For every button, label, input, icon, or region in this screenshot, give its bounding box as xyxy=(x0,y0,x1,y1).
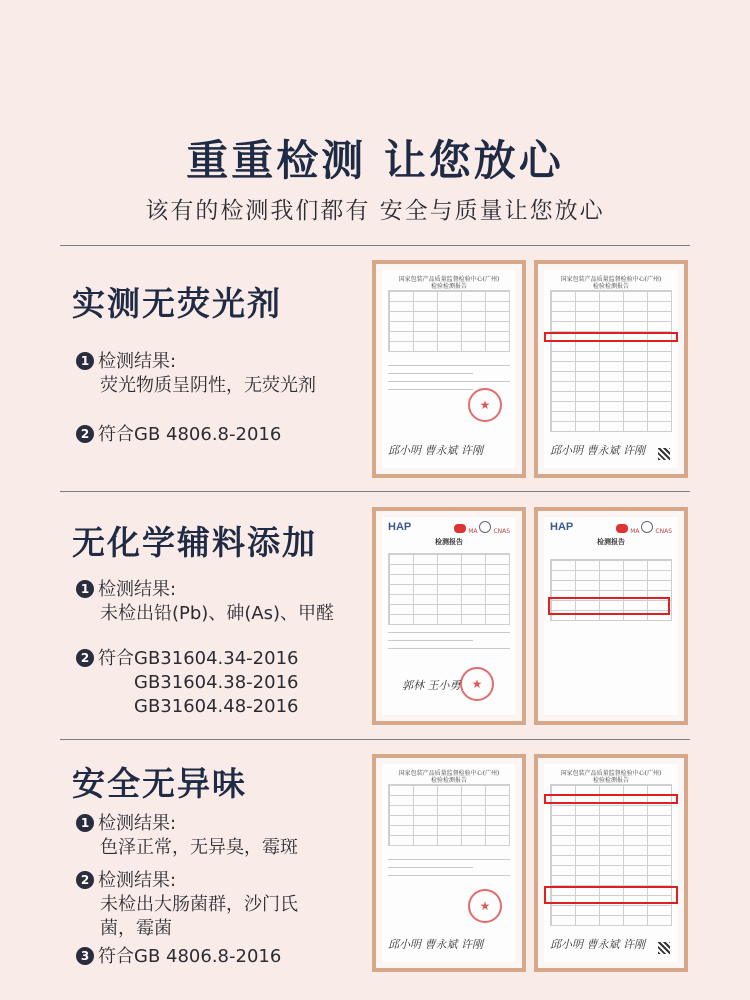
number-badge: 1 xyxy=(76,352,94,370)
report-document: 国家包装产品质量监督检验中心(广州) 检验检测报告 邱小明 曹永斌 许刚 xyxy=(534,754,688,972)
report-document: 国家包装产品质量监督检验中心(广州) 检验检测报告 邱小明 曹永斌 许刚 xyxy=(534,260,688,478)
number-badge: 2 xyxy=(76,649,94,667)
divider xyxy=(60,245,690,246)
highlight-box xyxy=(544,886,678,904)
highlight-box xyxy=(544,794,678,804)
section3-item-3: 3 符合GB 4806.8-2016 xyxy=(76,945,281,969)
number-badge: 1 xyxy=(76,580,94,598)
section-title-no-odor: 安全无异味 xyxy=(72,764,247,803)
certification-badges: MA CNAS xyxy=(454,521,510,535)
signature: 邱小明 曹永斌 许刚 xyxy=(388,444,483,457)
section1-item-2: 2 符合GB 4806.8-2016 xyxy=(76,423,281,447)
page-title: 重重检测 让您放心 xyxy=(186,136,564,185)
section2-item-2: 2 符合GB31604.34-2016 GB31604.38-2016 GB31604.48-2016 xyxy=(76,647,299,719)
highlight-box xyxy=(544,332,678,342)
section1-item-1: 1 检测结果: 荧光物质呈阴性，无荧光剂 xyxy=(76,350,316,398)
qr-code-icon xyxy=(658,448,670,460)
official-stamp: ★ xyxy=(468,388,502,422)
number-badge: 2 xyxy=(76,425,94,443)
section3-item-2: 2 检测结果: 未检出大肠菌群，沙门氏 菌，霉菌 xyxy=(76,869,298,941)
signature: 邱小明 曹永斌 许刚 xyxy=(388,938,483,951)
highlight-box xyxy=(548,597,670,615)
section-title-no-chemicals: 无化学辅料添加 xyxy=(72,523,317,562)
number-badge: 3 xyxy=(76,947,94,965)
signature: 郭林 王小勇 xyxy=(402,679,461,692)
section3-item-1: 1 检测结果: 色泽正常，无异臭，霉斑 xyxy=(76,812,298,860)
report-document: 国家包装产品质量监督检验中心(广州) 检验检测报告 ★ 邱小明 曹永斌 许刚 xyxy=(372,754,526,972)
report-document: HAP MA CNAS 检测报告 xyxy=(534,507,688,725)
report-document: 国家包装产品质量监督检验中心(广州) 检验检测报告 ★ 邱小明 曹永斌 许刚 xyxy=(372,260,526,478)
signature: 邱小明 曹永斌 许刚 xyxy=(550,938,645,951)
section-title-fluorescent: 实测无荧光剂 xyxy=(72,284,282,323)
hap-logo: HAP xyxy=(550,521,574,533)
certification-badges: MA CNAS xyxy=(616,521,672,535)
number-badge: 1 xyxy=(76,814,94,832)
page-subtitle: 该有的检测我们都有 安全与质量让您放心 xyxy=(145,198,605,224)
qr-code-icon xyxy=(658,942,670,954)
number-badge: 2 xyxy=(76,871,94,889)
section2-item-1: 1 检测结果: 未检出铅(Pb)、砷(As)、甲醛 xyxy=(76,578,334,626)
official-stamp: ★ xyxy=(460,667,494,701)
signature: 邱小明 曹永斌 许刚 xyxy=(550,444,645,457)
report-document: HAP MA CNAS 检测报告 ★ 郭林 王小勇 xyxy=(372,507,526,725)
official-stamp: ★ xyxy=(468,889,502,923)
divider xyxy=(60,739,690,740)
hap-logo: HAP xyxy=(388,521,412,533)
divider xyxy=(60,491,690,492)
